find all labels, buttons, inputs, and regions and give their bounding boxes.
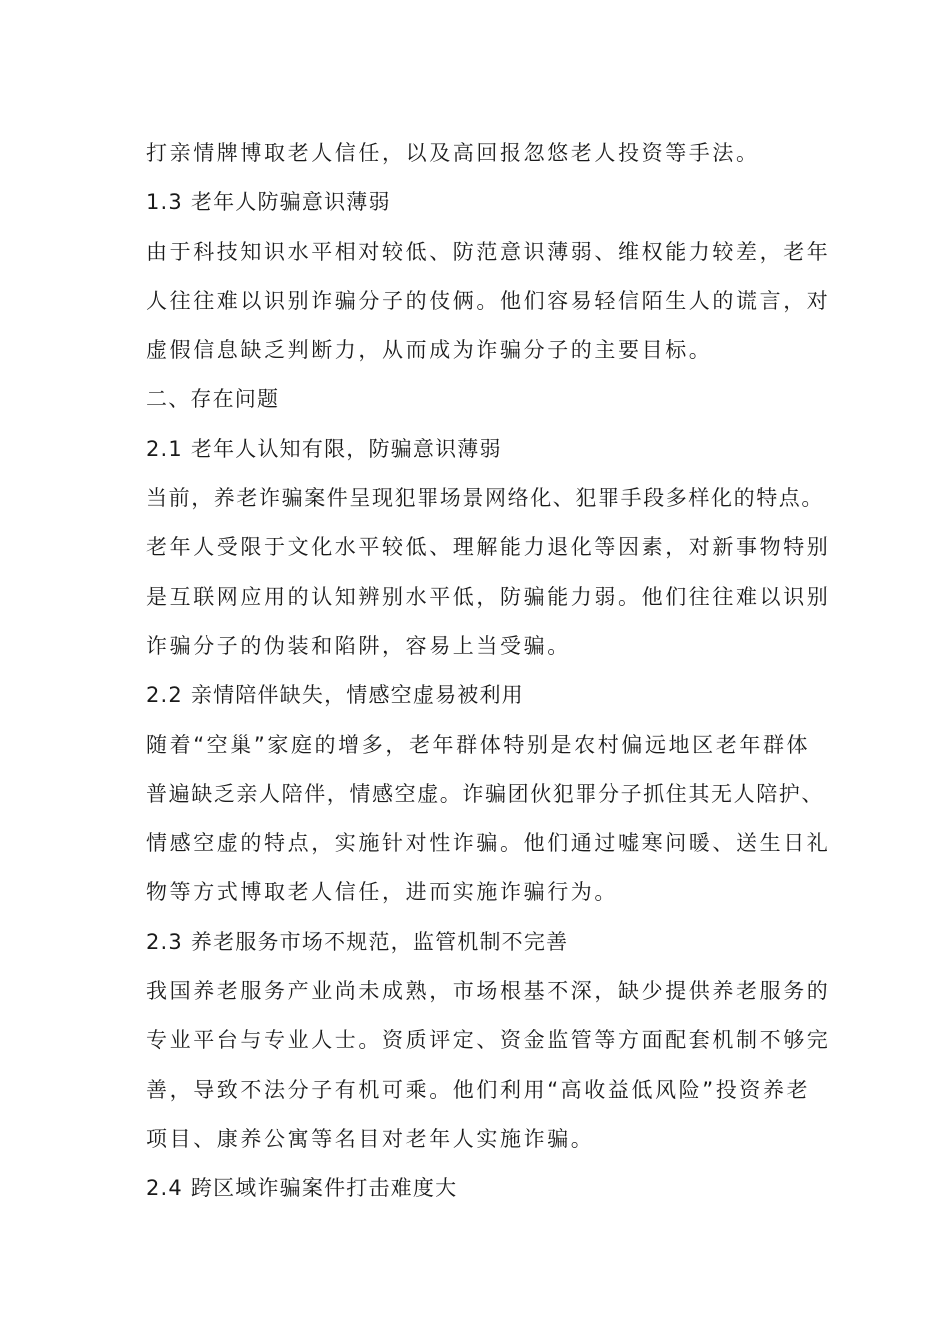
- paragraph-line: 普遍缺乏亲人陪伴，情感空虚。诈骗团伙犯罪分子抓住其无人陪护、: [146, 781, 824, 806]
- section-heading: 2.4 跨区域诈骗案件打击难度大: [146, 1176, 458, 1201]
- paragraph-line: 物等方式博取老人信任，进而实施诈骗行为。: [146, 880, 618, 905]
- paragraph-line: 是互联网应用的认知辨别水平低，防骗能力弱。他们往往难以识别: [146, 584, 831, 609]
- section-heading: 2.3 养老服务市场不规范，监管机制不完善: [146, 929, 569, 954]
- section-heading: 1.3 老年人防骗意识薄弱: [146, 190, 391, 215]
- paragraph-line: 老年人受限于文化水平较低、理解能力退化等因素，对新事物特别: [146, 535, 831, 560]
- chapter-heading: 二、存在问题: [146, 387, 280, 412]
- document-body: [146, 133, 836, 1218]
- paragraph-line: 当前，养老诈骗案件呈现犯罪场景网络化、犯罪手段多样化的特点。: [146, 486, 824, 511]
- paragraph-line: 虚假信息缺乏判断力，从而成为诈骗分子的主要目标。: [146, 338, 713, 363]
- paragraph-line: 人往往难以识别诈骗分子的伎俩。他们容易轻信陌生人的谎言，对: [146, 288, 831, 313]
- paragraph-line: 项目、康养公寓等名目对老年人实施诈骗。: [146, 1126, 595, 1151]
- paragraph-line: 专业平台与专业人士。资质评定、资金监管等方面配套机制不够完: [146, 1028, 831, 1053]
- paragraph-line: 善，导致不法分子有机可乘。他们利用“高收益低风险”投资养老: [146, 1077, 811, 1102]
- section-heading: 2.1 老年人认知有限，防骗意识薄弱: [146, 436, 502, 461]
- paragraph-line: 随着“空巢”家庭的增多，老年群体特别是农村偏远地区老年群体: [146, 732, 811, 757]
- paragraph-line: 诈骗分子的伪装和陷阱，容易上当受骗。: [146, 633, 571, 658]
- section-heading: 2.2 亲情陪伴缺失，情感空虚易被利用: [146, 683, 524, 708]
- paragraph-line: 我国养老服务产业尚未成熟，市场根基不深，缺少提供养老服务的: [146, 979, 831, 1004]
- paragraph-line: 打亲情牌博取老人信任，以及高回报忽悠老人投资等手法。: [146, 141, 760, 165]
- paragraph-line: 由于科技知识水平相对较低、防范意识薄弱、维权能力较差，老年: [146, 239, 831, 264]
- paragraph-line: 情感空虚的特点，实施针对性诈骗。他们通过嘘寒问暖、送生日礼: [146, 831, 831, 856]
